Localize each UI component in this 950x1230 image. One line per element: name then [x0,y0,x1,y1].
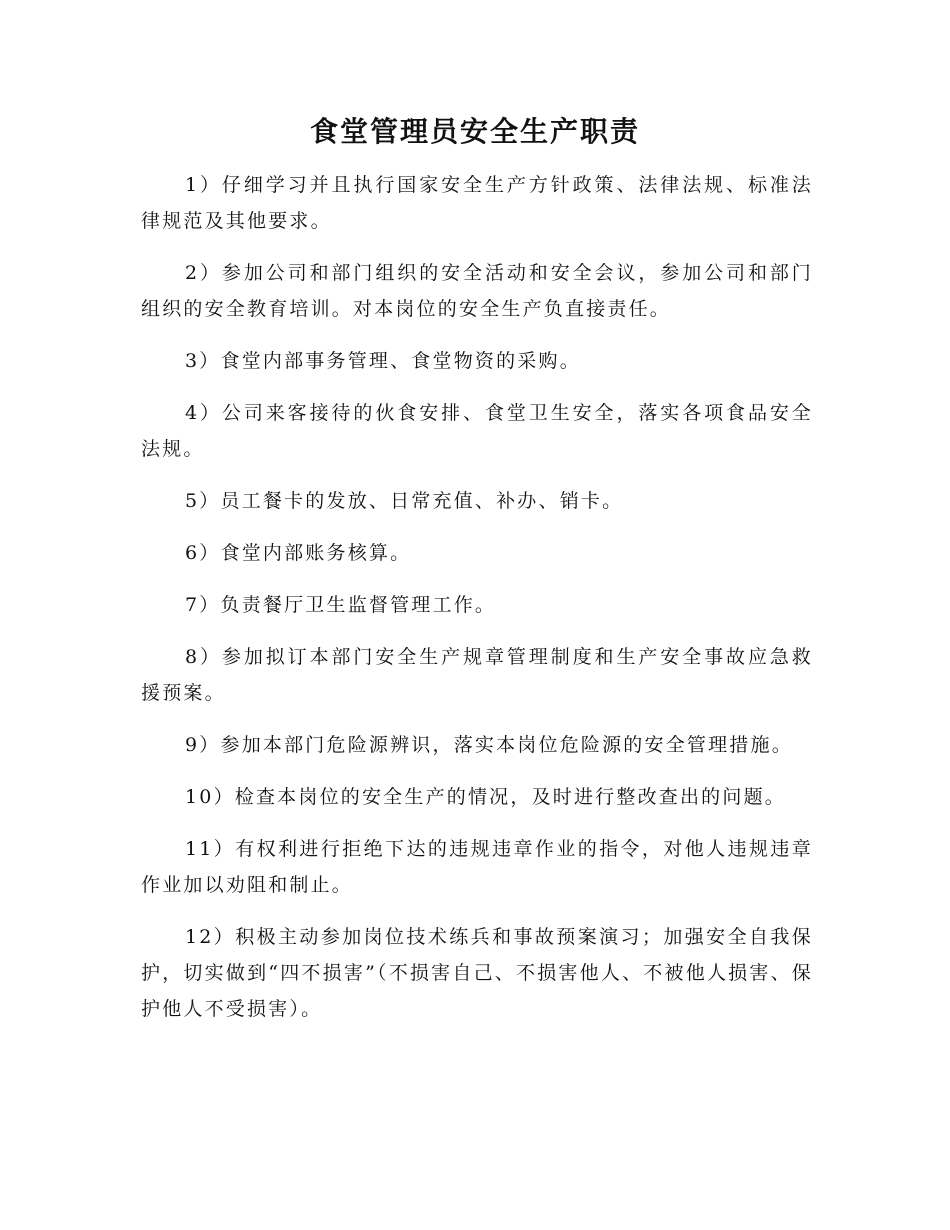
paragraph-3: 3）食堂内部事务管理、食堂物资的采购。 [185,350,581,372]
document-title: 食堂管理员安全生产职责 [309,115,640,148]
paragraph-1: 1）仔细学习并且执行国家安全生产方针政策、法律法规、标准法律规范及其他要求。 [141,174,813,232]
paragraph-9: 9）参加本部门危险源辨识，落实本岗位危险源的安全管理措施。 [185,734,793,756]
paragraph-10: 10）检查本岗位的安全生产的情况，及时进行整改查出的问题。 [185,786,786,808]
paragraph-8: 8）参加拟订本部门安全生产规章管理制度和生产安全事故应急救援预案。 [141,646,813,704]
paragraph-7: 7）负责餐厅卫生监督管理工作。 [185,594,497,616]
paragraph-5: 5）员工餐卡的发放、日常充值、补办、销卡。 [185,490,624,512]
paragraph-11: 11）有权利进行拒绝下达的违规违章作业的指令，对他人违规违章作业加以劝阻和制止。 [141,838,813,896]
paragraph-4: 4）公司来客接待的伙食安排、食堂卫生安全，落实各项食品安全法规。 [141,402,813,460]
paragraph-12: 12）积极主动参加岗位技术练兵和事故预案演习；加强安全自我保护，切实做到“四不损害”（不损害自己、不损害他人、不被他人损害、保护他人不受损害）。 [141,926,813,1020]
paragraph-6: 6）食堂内部账务核算。 [185,542,412,564]
paragraph-2: 2）参加公司和部门组织的安全活动和安全会议，参加公司和部门组织的安全教育培训。对本岗位的安全生产负直接责任。 [141,262,813,320]
document-body [141,167,813,1043]
